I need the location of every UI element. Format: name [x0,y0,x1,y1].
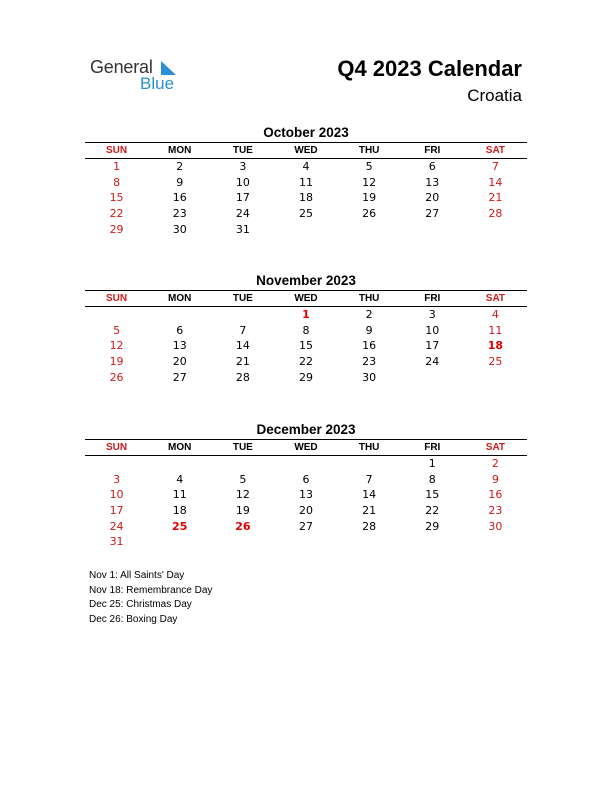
empty-day-cell [338,534,401,550]
week-row [85,472,527,488]
day-cell: 29 [109,222,124,236]
day-cell: 1 [428,457,436,471]
day-cell: 5 [113,323,121,337]
day-cell: 31 [235,222,250,236]
week-row [85,323,527,339]
day-cell: 5 [365,160,373,174]
day-cell: 26 [362,207,377,221]
holiday-item: Dec 25: Christmas Day [89,599,192,610]
empty-day-cell [464,534,527,550]
day-cell: 23 [362,355,377,369]
week-row [85,503,527,519]
week-row [85,190,527,206]
day-cell: 8 [428,472,436,486]
weekday-header-sun: SUN [85,440,148,456]
day-cell: 3 [113,472,121,486]
month-grid [85,439,527,550]
day-cell: 13 [298,488,313,502]
weekday-header-tue: TUE [211,143,274,159]
day-cell: 30 [172,222,187,236]
holiday-item: Nov 18: Remembrance Day [89,584,213,596]
day-cell: 19 [109,355,124,369]
empty-day-cell [148,456,211,472]
weekday-header-sun: SUN [85,143,148,159]
weekday-header-mon: MON [148,291,211,307]
day-cell: 20 [298,504,313,518]
day-cell: 1 [113,160,121,174]
day-cell: 6 [176,323,184,337]
day-cell: 17 [109,504,124,518]
weekday-header-fri: FRI [401,440,464,456]
day-cell: 26 [109,370,124,384]
day-cell: 4 [302,160,310,174]
weekday-header-mon: MON [148,440,211,456]
day-cell: 8 [302,323,310,337]
day-cell: 24 [235,207,250,221]
weekday-header-tue: TUE [211,291,274,307]
day-cell: 21 [235,355,250,369]
day-cell: 27 [425,207,440,221]
empty-day-cell [338,456,401,472]
logo-text-general: General [90,57,153,77]
weekday-header-thu: THU [338,143,401,159]
day-cell: 6 [302,472,310,486]
day-cell: 9 [365,323,373,337]
day-cell: 4 [491,308,499,322]
empty-day-cell [211,307,274,323]
day-cell: 31 [109,535,124,549]
logo-text-blue: Blue [140,74,175,93]
day-cell: 17 [425,339,440,353]
empty-day-cell [274,534,337,550]
empty-day-cell [211,456,274,472]
day-cell: 21 [488,191,503,205]
weekday-header-sat: SAT [464,143,527,159]
day-cell: 6 [428,160,436,174]
weekday-header-sun: SUN [85,291,148,307]
day-cell: 30 [362,370,377,384]
empty-day-cell [401,369,464,385]
day-cell: 2 [176,160,184,174]
week-row [85,354,527,370]
day-cell: 22 [425,504,440,518]
empty-day-cell [401,221,464,237]
day-cell: 29 [298,370,313,384]
day-cell: 18 [172,504,187,518]
month-grid [85,290,527,385]
day-cell: 26 [235,519,251,533]
day-cell: 13 [172,339,187,353]
day-cell: 12 [362,175,377,189]
month-title: October 2023 [263,125,349,140]
week-row [85,487,527,503]
week-row [85,338,527,354]
empty-day-cell [148,534,211,550]
empty-day-cell [274,456,337,472]
day-cell: 15 [298,339,313,353]
day-cell: 10 [109,488,124,502]
day-cell: 15 [109,191,124,205]
day-cell: 21 [362,504,377,518]
empty-day-cell [274,221,337,237]
generalblue-logo [90,55,190,95]
day-cell: 27 [298,519,313,533]
day-cell: 24 [425,355,440,369]
day-cell: 16 [172,191,187,205]
empty-day-cell [211,534,274,550]
day-cell: 11 [488,323,503,337]
day-cell: 25 [172,519,188,533]
day-cell: 4 [176,472,184,486]
day-cell: 18 [298,191,313,205]
weekday-header-sat: SAT [464,291,527,307]
week-row [85,175,527,191]
empty-day-cell [401,534,464,550]
empty-day-cell [148,307,211,323]
month-november [85,272,527,385]
week-row [85,456,527,472]
weekday-header-thu: THU [338,291,401,307]
weekday-header-fri: FRI [401,143,464,159]
week-row [85,159,527,175]
page-title: Q4 2023 Calendar [337,56,522,81]
month-title: December 2023 [256,422,356,437]
day-cell: 2 [491,457,499,471]
day-cell: 16 [488,488,503,502]
day-cell: 9 [491,472,499,486]
day-cell: 8 [113,175,121,189]
week-row [85,307,527,323]
day-cell: 28 [488,207,503,221]
day-cell: 7 [365,472,373,486]
day-cell: 19 [362,191,377,205]
day-cell: 3 [239,160,247,174]
day-cell: 25 [488,355,503,369]
weekday-header-thu: THU [338,440,401,456]
day-cell: 28 [235,370,250,384]
day-cell: 22 [109,207,124,221]
day-cell: 3 [428,308,436,322]
day-cell: 7 [239,323,247,337]
day-cell: 14 [362,488,377,502]
holiday-list [89,569,212,627]
weekday-header-fri: FRI [401,291,464,307]
day-cell: 14 [235,339,250,353]
day-cell: 9 [176,175,184,189]
day-cell: 12 [235,488,250,502]
day-cell: 7 [491,160,499,174]
day-cell: 11 [172,488,187,502]
weekday-header-wed: WED [274,143,337,159]
month-october [85,124,527,237]
day-cell: 13 [425,175,440,189]
day-cell: 24 [109,519,124,533]
week-row [85,221,527,237]
day-cell: 12 [109,339,124,353]
day-cell: 30 [488,519,503,533]
week-row [85,206,527,222]
day-cell: 22 [298,355,313,369]
day-cell: 25 [298,207,313,221]
day-cell: 27 [172,370,187,384]
day-cell: 10 [235,175,250,189]
weekday-header-mon: MON [148,143,211,159]
weekday-header-wed: WED [274,291,337,307]
week-row [85,534,527,550]
month-title: November 2023 [256,273,356,288]
day-cell: 28 [362,519,377,533]
day-cell: 19 [235,504,250,518]
empty-day-cell [85,307,148,323]
day-cell: 1 [302,308,310,322]
empty-day-cell [464,369,527,385]
empty-day-cell [464,221,527,237]
day-cell: 16 [362,339,377,353]
day-cell: 10 [425,323,440,337]
empty-day-cell [338,221,401,237]
day-cell: 23 [172,207,187,221]
week-row [85,369,527,385]
month-december [85,421,527,550]
day-cell: 17 [235,191,250,205]
day-cell: 2 [365,308,373,322]
day-cell: 29 [425,519,440,533]
week-row [85,518,527,534]
empty-day-cell [85,456,148,472]
month-grid [85,142,527,237]
weekday-header-sat: SAT [464,440,527,456]
day-cell: 18 [487,339,504,353]
day-cell: 20 [172,355,187,369]
day-cell: 11 [298,175,313,189]
holiday-item: Dec 26: Boxing Day [89,613,178,625]
holiday-item: Nov 1: All Saints' Day [89,570,185,581]
weekday-header-wed: WED [274,440,337,456]
day-cell: 5 [239,472,247,486]
weekday-header-tue: TUE [211,440,274,456]
day-cell: 15 [425,488,440,502]
country-name: Croatia [467,86,522,105]
day-cell: 14 [488,175,503,189]
day-cell: 20 [425,191,440,205]
day-cell: 23 [488,504,503,518]
